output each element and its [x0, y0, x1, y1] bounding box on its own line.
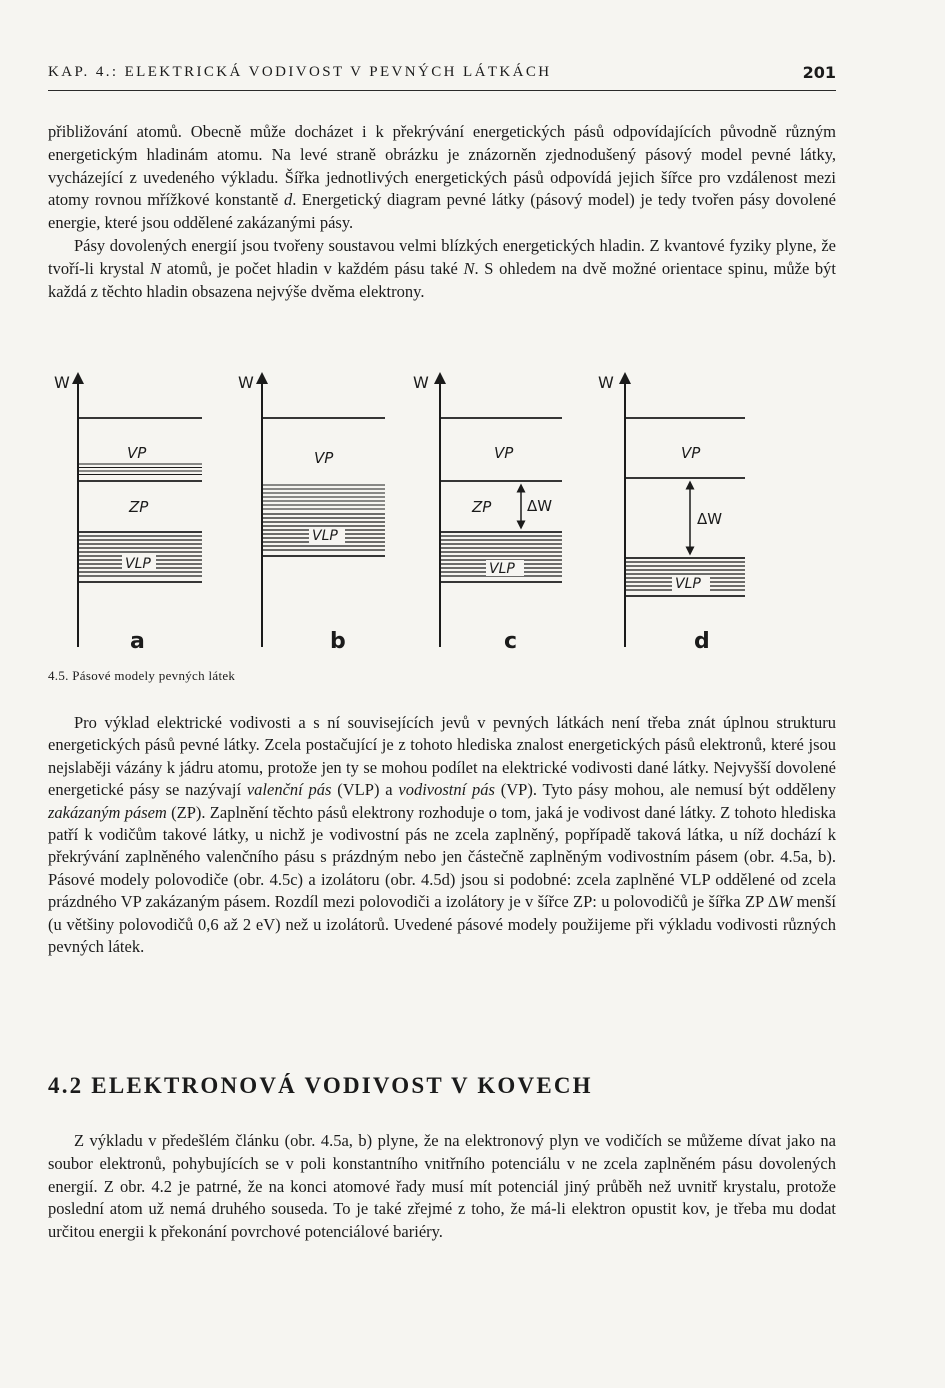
- vp-levels-b: [262, 485, 385, 509]
- page-header: [48, 64, 836, 91]
- paragraph-band-overlap: přibližování atomů. Obecně může docházet i k překrývání energetických pásů odpovídajících původně různým energetickým hladinám atomu. Na levé straně obrázku je znázorněn zjednodušený pásový model pevné látky, vycházející z uvedeného výkladu. Šířka jednotlivých energetických pásů odpovídá jejich šířce pro vzdálenost mezi atomy rovnou mřížkové konstantě d. Energetický diagram pevné látky (pásový model) je tedy tvořen pásy dovolené energie, které jsou oddělené zakázanými pásy. Pásy dovolených energií jsou tvořeny soustavou velmi blízkých energetických hladin. Z kvantové fyziky plyne, že tvoří-li krystal N atomů, je počet hladin v každém pásu také N. S ohledem na dvě možné orientace spinu, může být každá z těchto hladin obsazena nejvýše dvěma elektrony.: [48, 122, 837, 301]
- gap-label-d: ΔW: [697, 510, 723, 528]
- vlp-label-a: VLP: [125, 556, 151, 572]
- panel-letter-c: c: [504, 629, 518, 654]
- vp-label-d: VP: [681, 444, 701, 462]
- vlp-label-d: VLP: [675, 576, 701, 592]
- axis-label-a: W: [54, 373, 70, 392]
- figure-caption: 4.5. Pásové modely pevných látek: [48, 668, 236, 683]
- axis-label-c: W: [413, 373, 429, 392]
- vp-label-a: VP: [127, 444, 147, 462]
- gap-label-c: ΔW: [527, 497, 553, 515]
- panel-letter-a: a: [130, 629, 145, 654]
- section-heading: 4.2 ELEKTRONOVÁ VODIVOST V KOVECH: [48, 1073, 593, 1098]
- paragraph-band-models: Pro výklad elektrické vodivosti a s ní souvisejících jevů v pevných látkách není třeba znát úplnou strukturu energetických pásů pevné látky. Zcela postačující je z tohoto hlediska znalost energetických pásů elektronů, které jsou nejslaběji vázány k jádru atomu, protože jen ty se mohou podílet na elektrické vodivosti dané látky. Nejvyšší dovolené energetické pásy se nazývají valenční pás (VLP) a vodivostní pás (VP). Tyto pásy mohou, ale nemusí být odděleny zakázaným pásem (ZP). Zaplnění těchto pásů elektrony rozhoduje o tom, jaká je vodivost dané látky. Z tohoto hlediska patří k vodičům takové látky, u nichž je vodivostní pás ne zcela zaplněný, popřípadě taková látka, u níž dochází k překrývání zaplněného valenčního pásu s prázdným nebo jen částečně zaplněným vodivostním pásem (obr. 4.5a, b). Pásové modely polovodiče (obr. 4.5c) a izolátoru (obr. 4.5d) jsou si podobné: zcela zaplněné VLP oddělené od zcela prázdného VP zakázaným pásem. Rozdíl mezi polovodiči a izolátory je v šířce ZP: u polovodičů je šířka ZP ΔW menší (u většiny polovodičů 0,6 až 2 eV) než u izolátorů. Uvedené pásové modely použijeme při výkladu vodivosti různých pevných látek.: [48, 713, 836, 957]
- zp-label-a: ZP: [129, 498, 149, 516]
- axis-label-b: W: [238, 373, 254, 392]
- vp-label-b: VP: [314, 449, 334, 467]
- panel-b: [262, 378, 385, 647]
- page-number: 201: [802, 63, 836, 82]
- panel-letter-d: d: [694, 629, 710, 654]
- axis-label-d: W: [598, 373, 614, 392]
- zp-label-c: ZP: [472, 498, 492, 516]
- vp-filled-levels-a: [78, 464, 202, 475]
- panel-letter-b: b: [330, 629, 346, 654]
- vp-label-c: VP: [494, 444, 514, 462]
- running-head: KAP. 4.: ELEKTRICKÁ VODIVOST V PEVNÝCH LÁTKÁCH: [48, 64, 552, 80]
- vlp-label-c: VLP: [489, 561, 515, 577]
- band-model-figure: [40, 362, 840, 666]
- band-diagrams: [40, 362, 840, 662]
- panel-d: [625, 378, 745, 647]
- paragraph-electron-gas: Z výkladu v předešlém článku (obr. 4.5a, b) plyne, že na elektronový plyn ve vodičích se můžeme dívat jako na soubor elektronů, pohybujících se v poli konstantního vnitřního potenciálu v ne zcela zaplněném pásu dovolených energií. Z obr. 4.2 je patrné, že na konci atomové řady musí mít potenciál jiný průběh než uvnitř krystalu, protože poslední atom už nemá druhého souseda. To je také zřejmé z toho, že má-li elektron opustit kov, je třeba mu dodat určitou energii k překonání povrchové potenciálové bariéry.: [48, 1131, 836, 1242]
- vlp-label-b: VLP: [312, 528, 338, 544]
